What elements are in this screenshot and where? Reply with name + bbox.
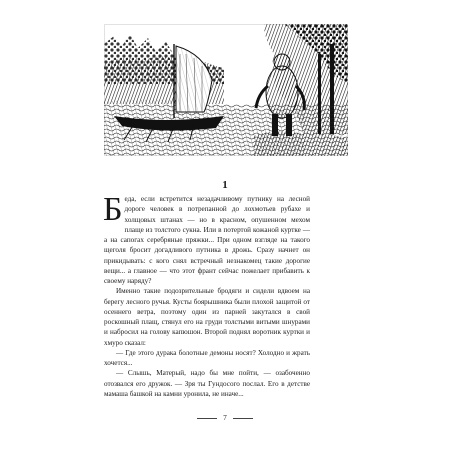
folio-rule-right (233, 418, 253, 419)
paragraph: Именно такие подозрительные бродяги и сидели вдвоем на берегу лесного ручья. Кусты боярышника были плохой защитой от осеннего ветра, поэтому один из парней закутался в свой роскошный плащ, стянул его на груди толстыми витыми шнурами и набросил на голову капюшон. Второй поднял воротник куртки и хмуро сказал: (104, 287, 310, 347)
folio-rule-left (197, 418, 217, 419)
illustration-svg (104, 24, 348, 156)
page-footer (0, 413, 450, 423)
body-text (103, 191, 310, 399)
drop-cap: Б (103, 191, 123, 228)
engraving-illustration (104, 24, 348, 156)
page-number: 7 (223, 414, 227, 422)
chapter-number: 1 (222, 179, 228, 191)
paragraph (103, 191, 310, 286)
paragraph-text: еда, если встретится незадачливому путнику на лесной дороге человек в потрепанной до лохмотьев рубахе и холщовых штанах — но в красном, опушенном мехом плаще из толстого сукна. Или в потертой кожаной куртке — а на сапогах серебряные пряжки... При одном взгляде на такого щеголя бросит догадливого путника в дрожь. Сразу начнет он прикидывать: с кого снял встречный незнакомец такие дорогие вещи... а главное — что этот франт сейчас пожелает прибавить к своему наряду? (104, 195, 310, 285)
paragraph: — Слышь, Матерый, надо бы мне пойти, — озабоченно отозвался его дружок. — Зря ты Гундосого послал. Его в детстве мамаша башкой на камни уронила, не иначе... (104, 369, 310, 398)
paragraph: — Где этого дурака болотные демоны носят? Холодно и жрать хочется... (104, 348, 310, 367)
